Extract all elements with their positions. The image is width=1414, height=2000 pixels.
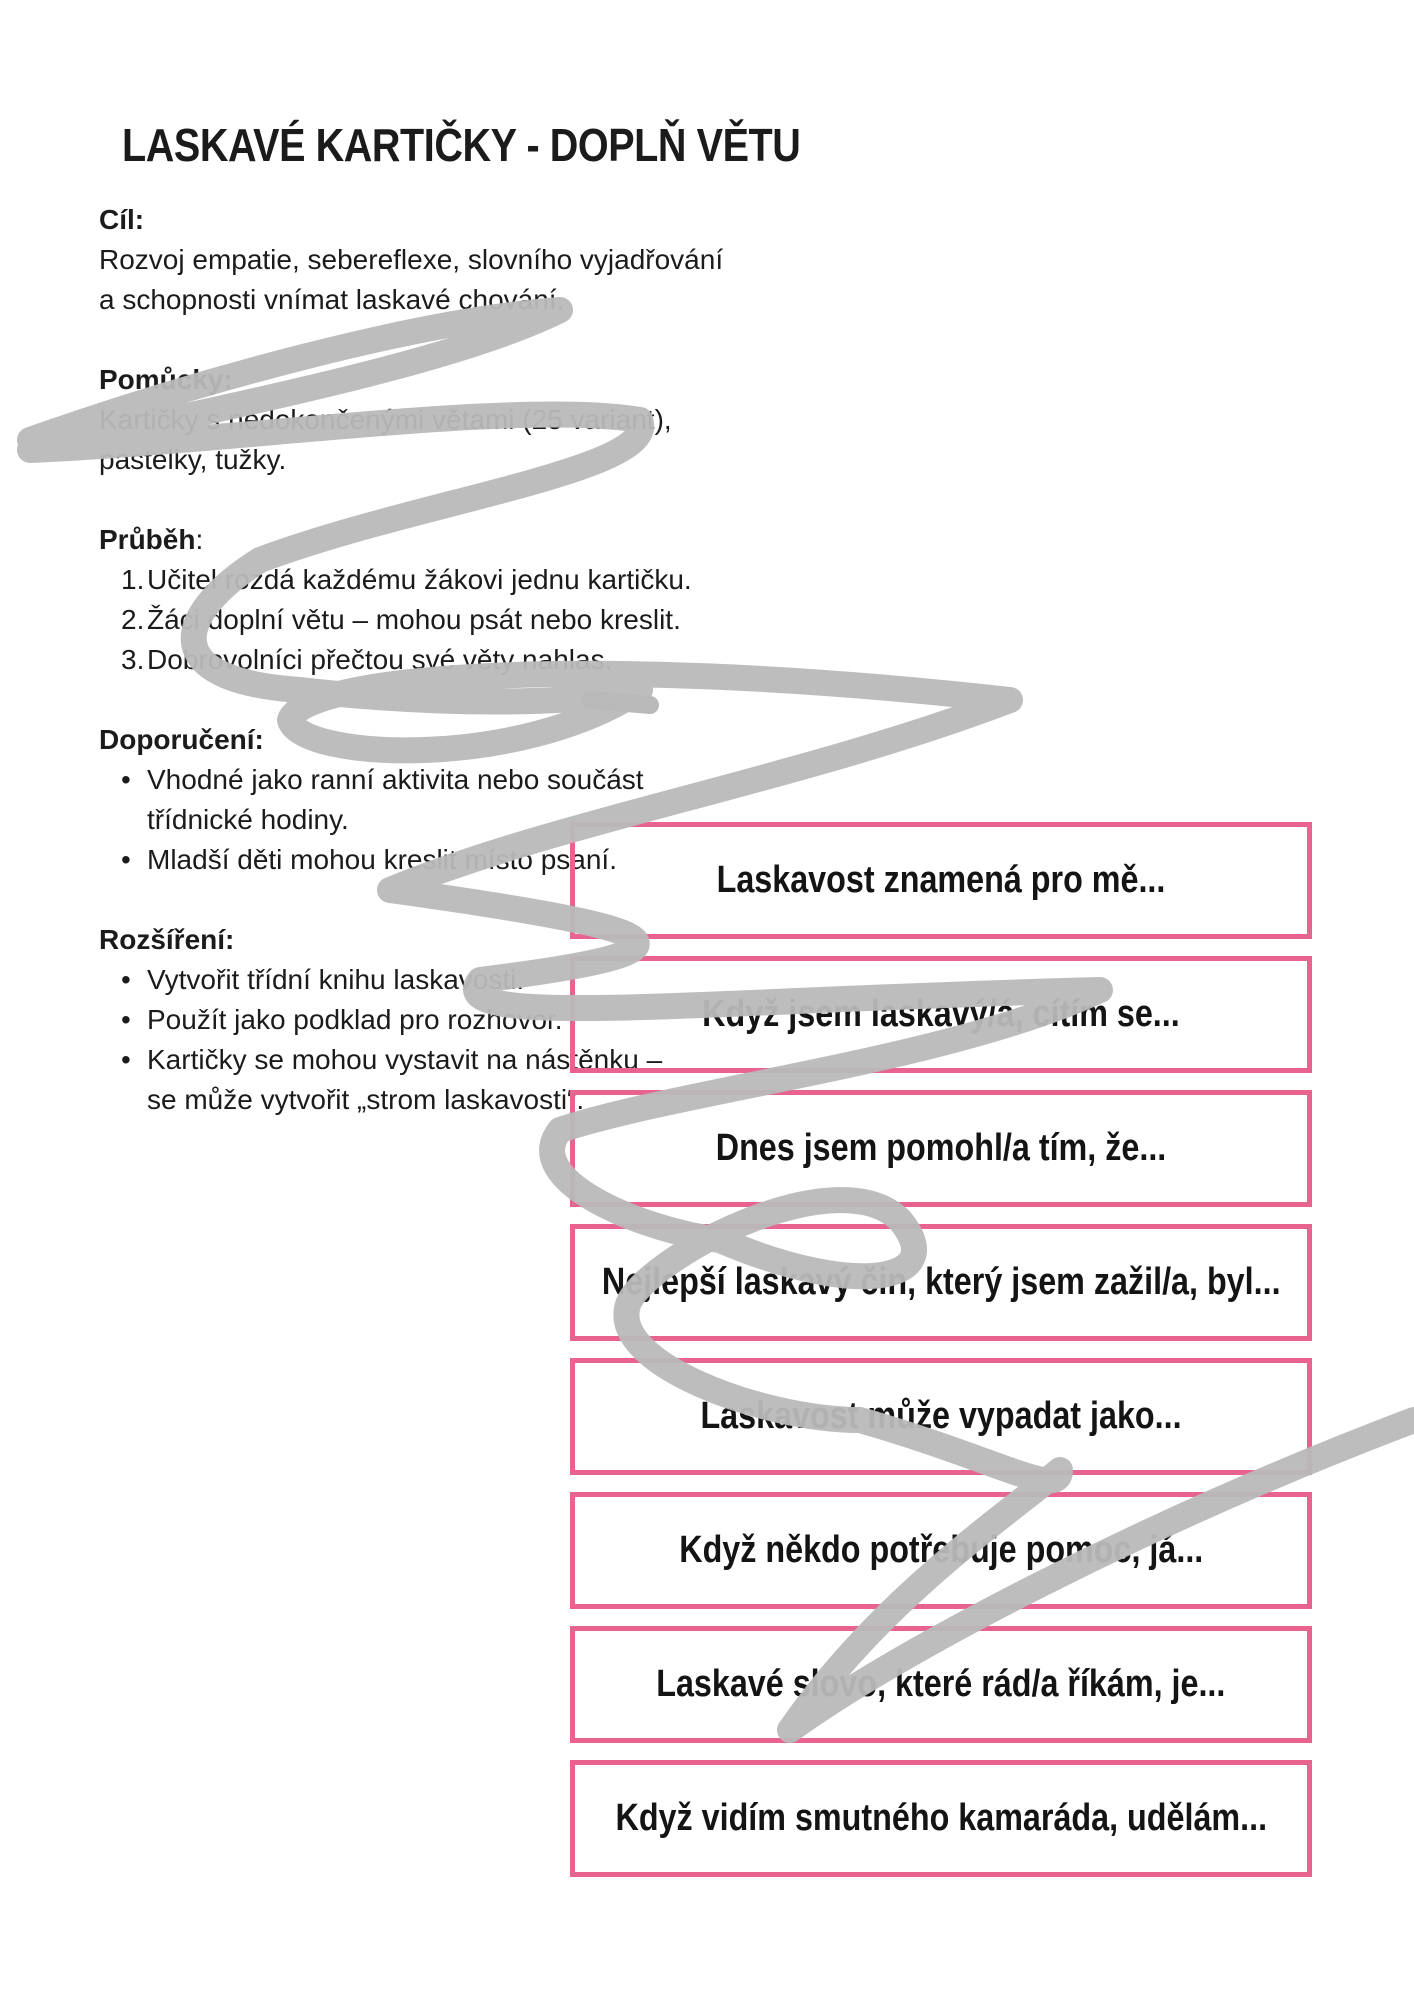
supplies-section [99,360,819,480]
list-item: 2. Žáci doplní větu – mohou psát nebo kreslit. [121,604,681,635]
goal-heading: Cíl: [99,204,145,235]
sentence-cards [570,822,1312,1894]
supplies-text-line1: Kartičky s nedokončenými větami (25 variant), [99,404,672,435]
supplies-text-line2: pastelky, tužky. [99,444,287,475]
goal-section [99,200,819,320]
list-item: • Mladší děti mohou kreslit místo psaní. [99,840,819,880]
process-section [99,520,819,680]
supplies-heading: Pomůcky: [99,364,233,395]
recommendations-heading: Doporučení: [99,724,264,755]
list-item: • Vhodné jako ranní aktivita nebo součást třídnické hodiny. [99,760,819,840]
page-title: LASKAVÉ KARTIČKY - DOPLŇ VĚTU [122,119,801,171]
goal-text-line2: a schopnosti vnímat laskavé chování. [99,284,565,315]
process-heading-text: Průběh [99,524,196,555]
process-heading-colon: : [195,524,204,555]
sentence-card: Když vidím smutného kamaráda, udělám... [570,1760,1312,1877]
sentence-card: Nejlepší laskavý čin, který jsem zažil/a, byl... [570,1224,1312,1341]
process-steps [99,560,819,680]
list-item: 1. Učitel rozdá každému žákovi jednu kartičku. [121,564,692,595]
sentence-card: Laskavost znamená pro mě... [570,822,1312,939]
process-heading [99,520,819,560]
list-item: • Kartičky se mohou vystavit na nástěnku – se může vytvořit „strom laskavosti“. [99,1040,819,1120]
sentence-card: Když někdo potřebuje pomoc, já... [570,1492,1312,1609]
sentence-card: Dnes jsem pomohl/a tím, že... [570,1090,1312,1207]
extension-heading: Rozšíření: [99,924,235,955]
sentence-card: Laskavé slovo, které rád/a říkám, je... [570,1626,1312,1743]
list-item: • Vytvořit třídní knihu laskavosti. [99,960,819,1000]
list-item: • Použít jako podklad pro rozhovor. [99,1000,819,1040]
goal-text-line1: Rozvoj empatie, sebereflexe, slovního vyjadřování [99,244,724,275]
sentence-card: Když jsem laskavý/á, cítím se... [570,956,1312,1073]
list-item: 3. Dobrovolníci přečtou své věty nahlas. [121,644,613,675]
sentence-card: Laskavost může vypadat jako... [570,1358,1312,1475]
